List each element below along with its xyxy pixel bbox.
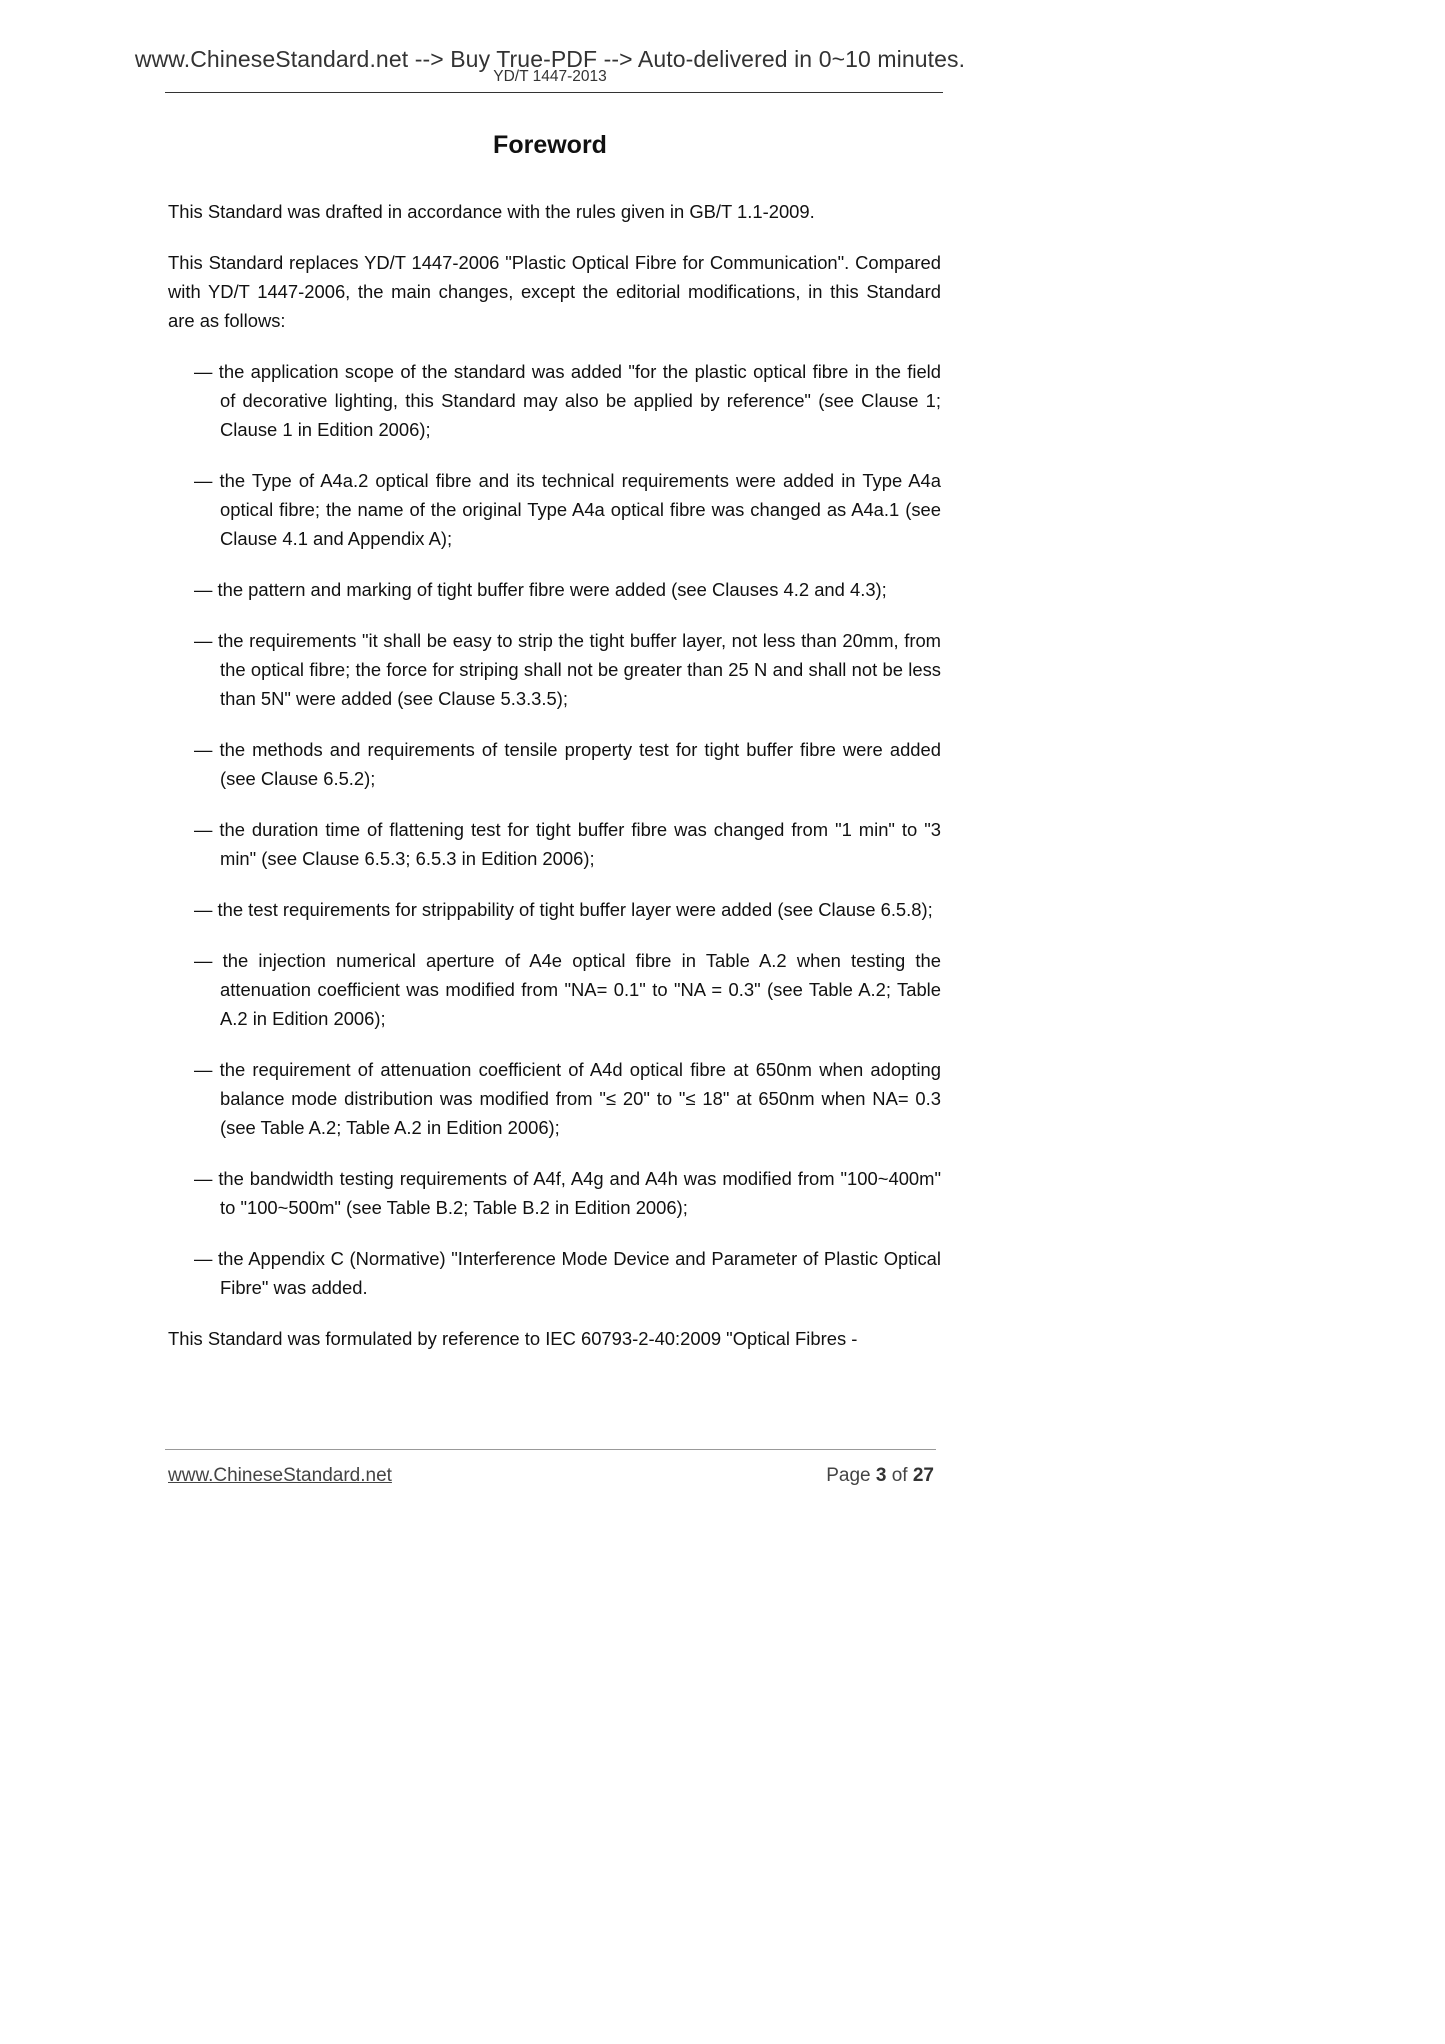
list-item: — the requirement of attenuation coefficient of A4d optical fibre at 650nm when adopting balance mode distribution was modified from "≤ 20" to "≤ 18" at 650nm when NA= 0.3 (see Table A.2; Table A.2 in Edition 2006); — [194, 1059, 941, 1138]
page-number — [826, 1465, 934, 1487]
list-item: — the requirements "it shall be easy to strip the tight buffer layer, not less than 20mm, from the optical fibre; the force for striping shall not be greater than 25 N and shall not be less than 5N" were added (see Clause 5.3.3.5); — [194, 630, 941, 709]
page-of-label: of — [891, 1465, 908, 1486]
page-title: Foreword — [493, 131, 607, 159]
footer-divider — [165, 1449, 936, 1450]
document-id: YD/T 1447-2013 — [493, 68, 607, 85]
list-item: — the Type of A4a.2 optical fibre and its technical requirements were added in Type A4a optical fibre; the name of the original Type A4a optical fibre was changed as A4a.1 (see Clause 4.1 and Appendix A); — [194, 470, 941, 549]
document-body — [168, 197, 941, 1375]
list-item: — the application scope of the standard was added "for the plastic optical fibre in the field of decorative lighting, this Standard may also be applied by reference" (see Clause 1; Clause 1 in Edition 2006); — [194, 361, 941, 440]
paragraph-reference: This Standard was formulated by reference to IEC 60793-2-40:2009 "Optical Fibres - — [168, 1328, 858, 1349]
list-item: — the Appendix C (Normative) "Interference Mode Device and Parameter of Plastic Optical Fibre" was added. — [194, 1248, 941, 1298]
footer-website-link[interactable]: www.ChineseStandard.net — [168, 1465, 392, 1486]
page-label: Page — [826, 1465, 871, 1486]
header-banner[interactable]: www.ChineseStandard.net --> Buy True-PDF --> Auto-delivered in 0~10 minutes. — [134, 46, 966, 72]
list-item: — the pattern and marking of tight buffer fibre were added (see Clauses 4.2 and 4.3); — [194, 579, 887, 600]
list-item: — the test requirements for strippability of tight buffer layer were added (see Clause 6.5.8); — [194, 899, 933, 920]
list-item: — the injection numerical aperture of A4e optical fibre in Table A.2 when testing the attenuation coefficient was modified from "NA= 0.1" to "NA = 0.3" (see Table A.2; Table A.2 in Edition 2006); — [194, 950, 941, 1029]
list-item: — the duration time of flattening test for tight buffer fibre was changed from "1 min" to "3 min" (see Clause 6.5.3; 6.5.3 in Edition 2006); — [194, 819, 941, 869]
paragraph-replaces: This Standard replaces YD/T 1447-2006 "Plastic Optical Fibre for Communication". Compared with YD/T 1447-2006, the main changes, except the editorial modifications, in this Standard are as follows: — [168, 252, 941, 331]
paragraph-drafting-rules: This Standard was drafted in accordance with the rules given in GB/T 1.1-2009. — [168, 201, 815, 222]
total-pages: 27 — [912, 1465, 934, 1486]
changes-list — [168, 357, 941, 1302]
list-item: — the bandwidth testing requirements of A4f, A4g and A4h was modified from "100~400m" to "100~500m" (see Table B.2; Table B.2 in Edition 2006); — [194, 1168, 941, 1218]
list-item: — the methods and requirements of tensile property test for tight buffer fibre were added (see Clause 6.5.2); — [194, 739, 941, 789]
current-page: 3 — [875, 1465, 887, 1486]
header-divider — [165, 92, 943, 93]
